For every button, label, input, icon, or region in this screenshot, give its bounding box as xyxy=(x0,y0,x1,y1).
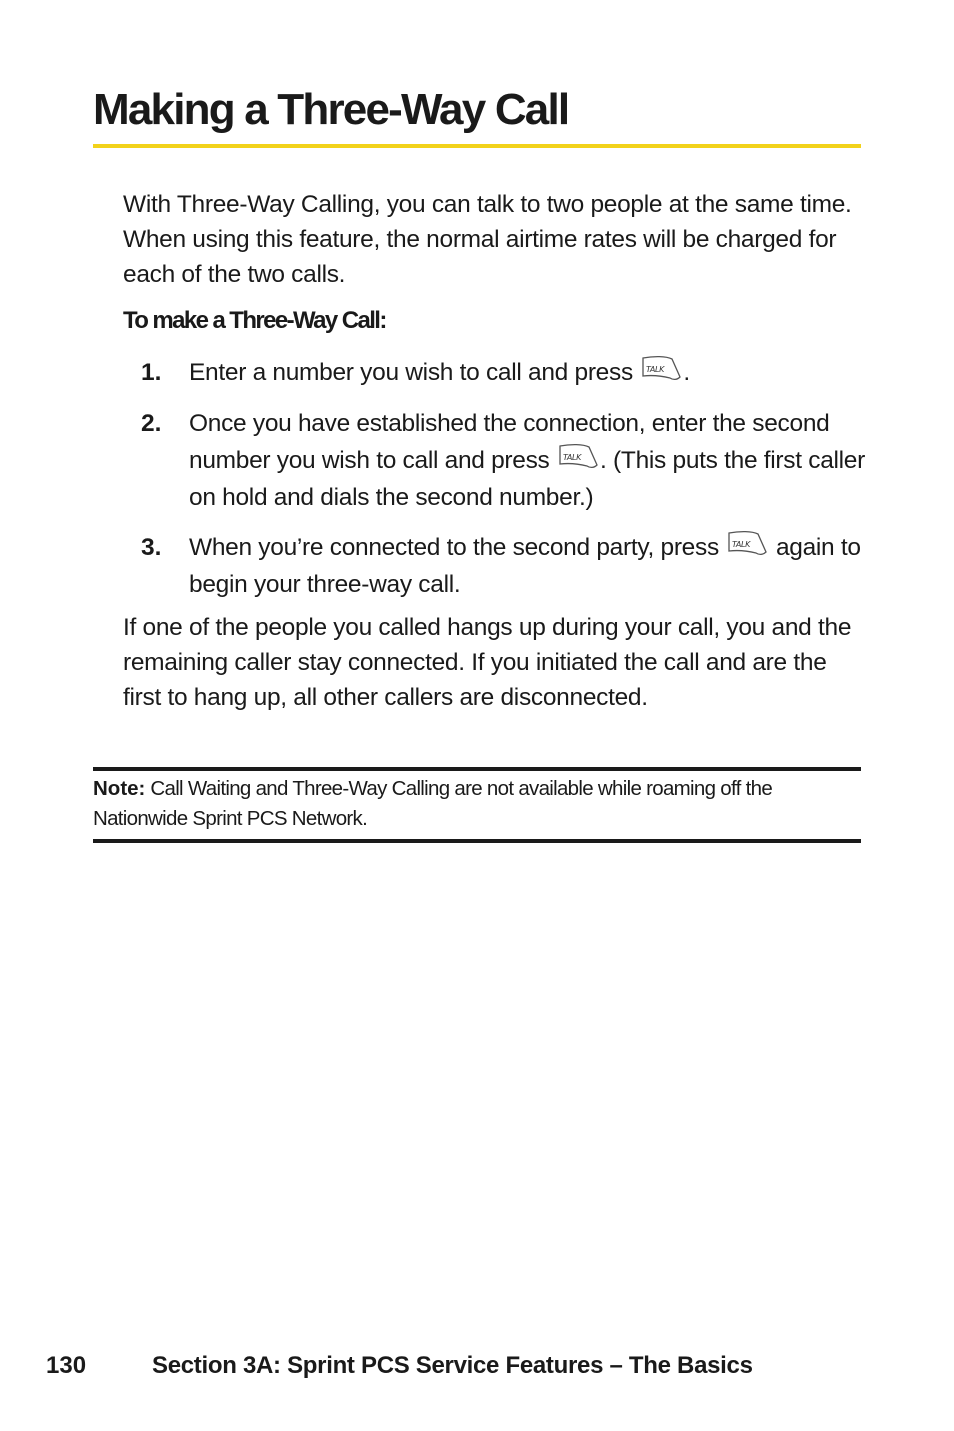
step-text-after-key: . xyxy=(683,359,690,386)
step-text-after-key: again to begin your three-way call. xyxy=(189,534,861,598)
title-underline xyxy=(93,144,861,148)
talk-key-label: TALK xyxy=(732,540,751,549)
step-number: 2. xyxy=(141,410,162,437)
step-text xyxy=(189,354,869,391)
note-text xyxy=(93,774,861,834)
procedure-heading: To make a Three-Way Call: xyxy=(123,307,386,334)
closing-paragraph: If one of the people you called hangs up during your call, you and the remaining caller stay connected. If you initiated the call and are the first to hang up, all other callers are disconnected. xyxy=(123,614,852,711)
note-box xyxy=(93,767,861,843)
talk-key-icon xyxy=(727,530,767,558)
step-text-before-key: Enter a number you wish to call and press xyxy=(189,359,633,386)
note-body: Call Waiting and Three-Way Calling are not available while roaming off the Nationwide Sprint PCS Network. xyxy=(93,777,773,830)
step-text-after-key: . (This puts the first caller on hold and dials the second number.) xyxy=(189,447,865,511)
step-text xyxy=(189,405,869,516)
step-number: 3. xyxy=(141,534,162,561)
section-footer: Section 3A: Sprint PCS Service Features – The Basics xyxy=(152,1352,753,1379)
step-text-before-key: Once you have established the connection, enter the second number you wish to call and press xyxy=(189,410,830,474)
note-label: Note: xyxy=(93,777,146,800)
talk-key-label: TALK xyxy=(563,453,582,462)
step-text-before-key: When you’re connected to the second party, press xyxy=(189,534,719,561)
intro-paragraph: With Three-Way Calling, you can talk to two people at the same time. When using this feature, the normal airtime rates will be charged for each of the two calls. xyxy=(123,191,852,288)
step-text xyxy=(189,529,869,603)
talk-key-icon xyxy=(641,355,681,383)
page-title: Making a Three-Way Call xyxy=(93,85,569,134)
talk-key-label: TALK xyxy=(646,365,665,374)
talk-key-icon xyxy=(558,443,598,471)
step-number: 1. xyxy=(141,359,162,386)
page-number: 130 xyxy=(46,1352,87,1379)
